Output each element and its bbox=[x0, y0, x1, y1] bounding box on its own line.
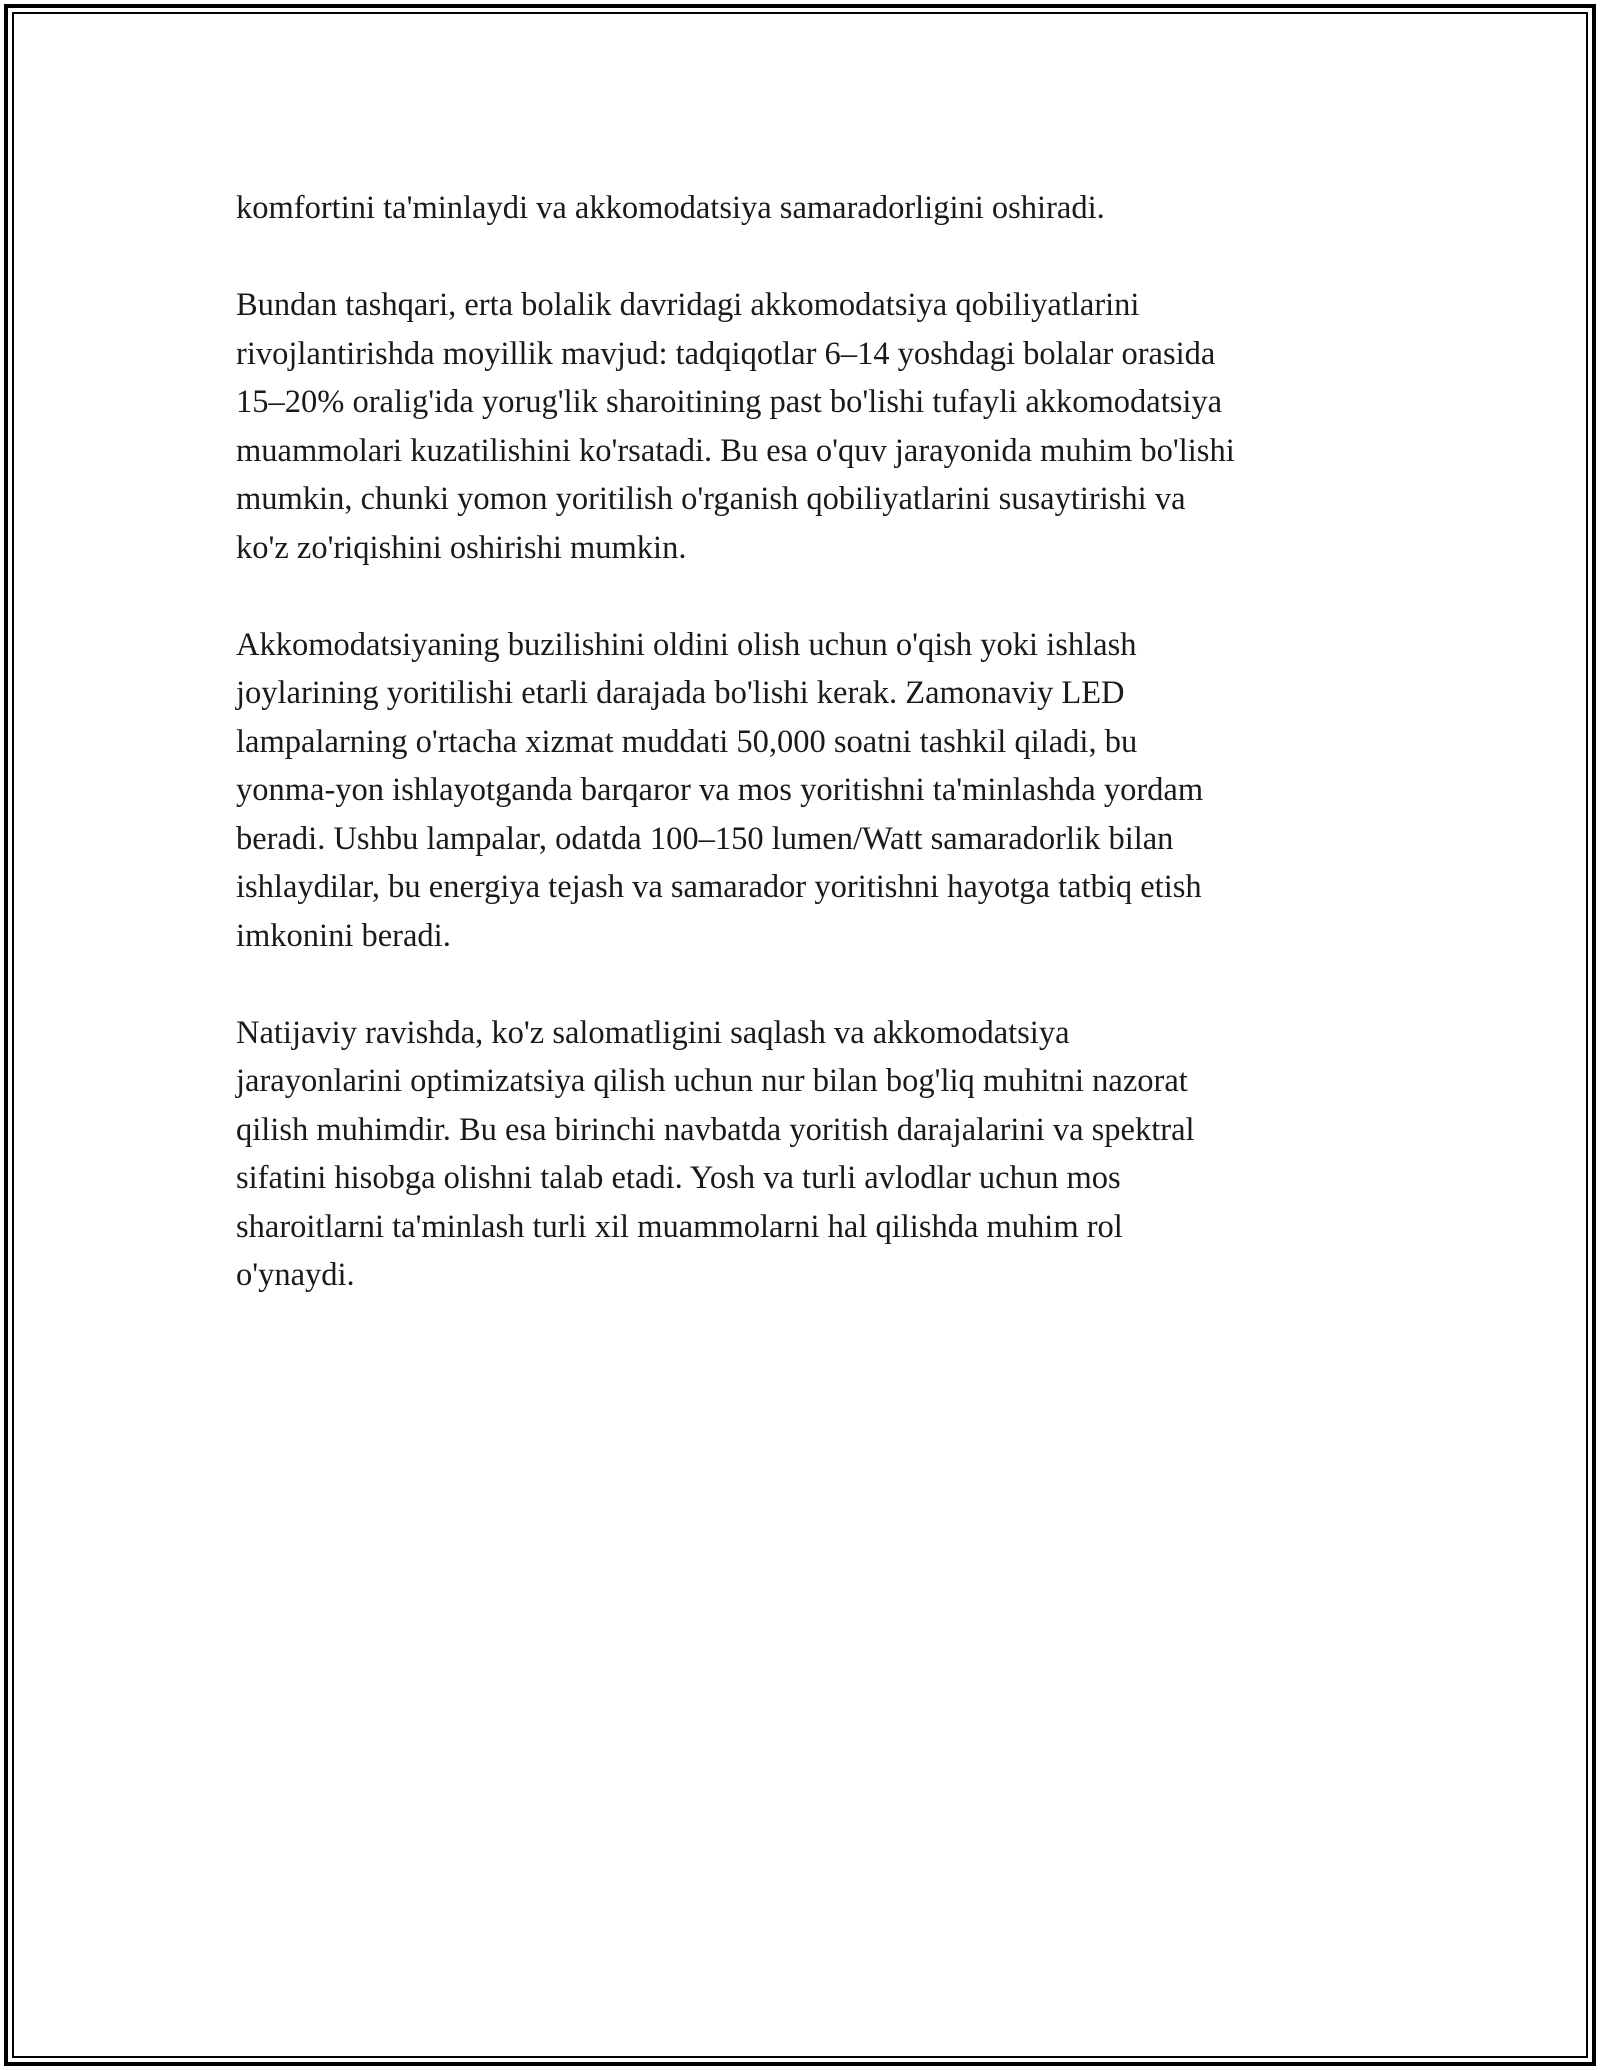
document-body bbox=[236, 184, 1376, 1348]
paragraph-3: Akkomodatsiyaning buzilishini oldini olish uchun o'qish yoki ishlash joylarining yoritilishi etarli darajada bo'lishi kerak. Zamonaviy LED lampalarning o'rtacha xizmat muddati 50,000 soatni tashkil qiladi, bu yonma-yon ishlayotganda barqaror va mos yoritishni ta'minlashda yordam beradi. Ushbu lampalar, odatda 100–150 lumen/Watt samaradorlik bilan ishlaydilar, bu energiya tejash va samarador yoritishni hayotga tatbiq etish imkonini beradi. bbox=[236, 626, 1204, 954]
paragraph-1: komfortini ta'minlaydi va akkomodatsiya samaradorligini oshiradi. bbox=[236, 190, 1105, 226]
paragraph-2: Bundan tashqari, erta bolalik davridagi akkomodatsiya qobiliyatlarini rivojlantirishda moyillik mavjud: tadqiqotlar 6–14 yoshdagi bolalar orasida 15–20% oralig'ida yorug'lik sharoitining past bo'lishi tufayli akkomodatsiya muammolari kuzatilishini ko'rsatadi. Bu esa o'quv jarayonida muhim bo'lishi mumkin, chunki yomon yoritilish o'rganish qobiliyatlarini susaytirishi va ko'z zo'riqishini oshirishi mumkin. bbox=[236, 287, 1235, 566]
paragraph-4: Natijaviy ravishda, ko'z salomatligini saqlash va akkomodatsiya jarayonlarini optimizatsiya qilish uchun nur bilan bog'liq muhitni nazorat qilish muhimdir. Bu esa birinchi navbatda yoritish darajalarini va spektral sifatini hisobga olishni talab etadi. Yosh va turli avlodlar uchun mos sharoitlarni ta'minlash turli xil muammolarni hal qilishda muhim rol o'ynaydi. bbox=[236, 1014, 1195, 1293]
